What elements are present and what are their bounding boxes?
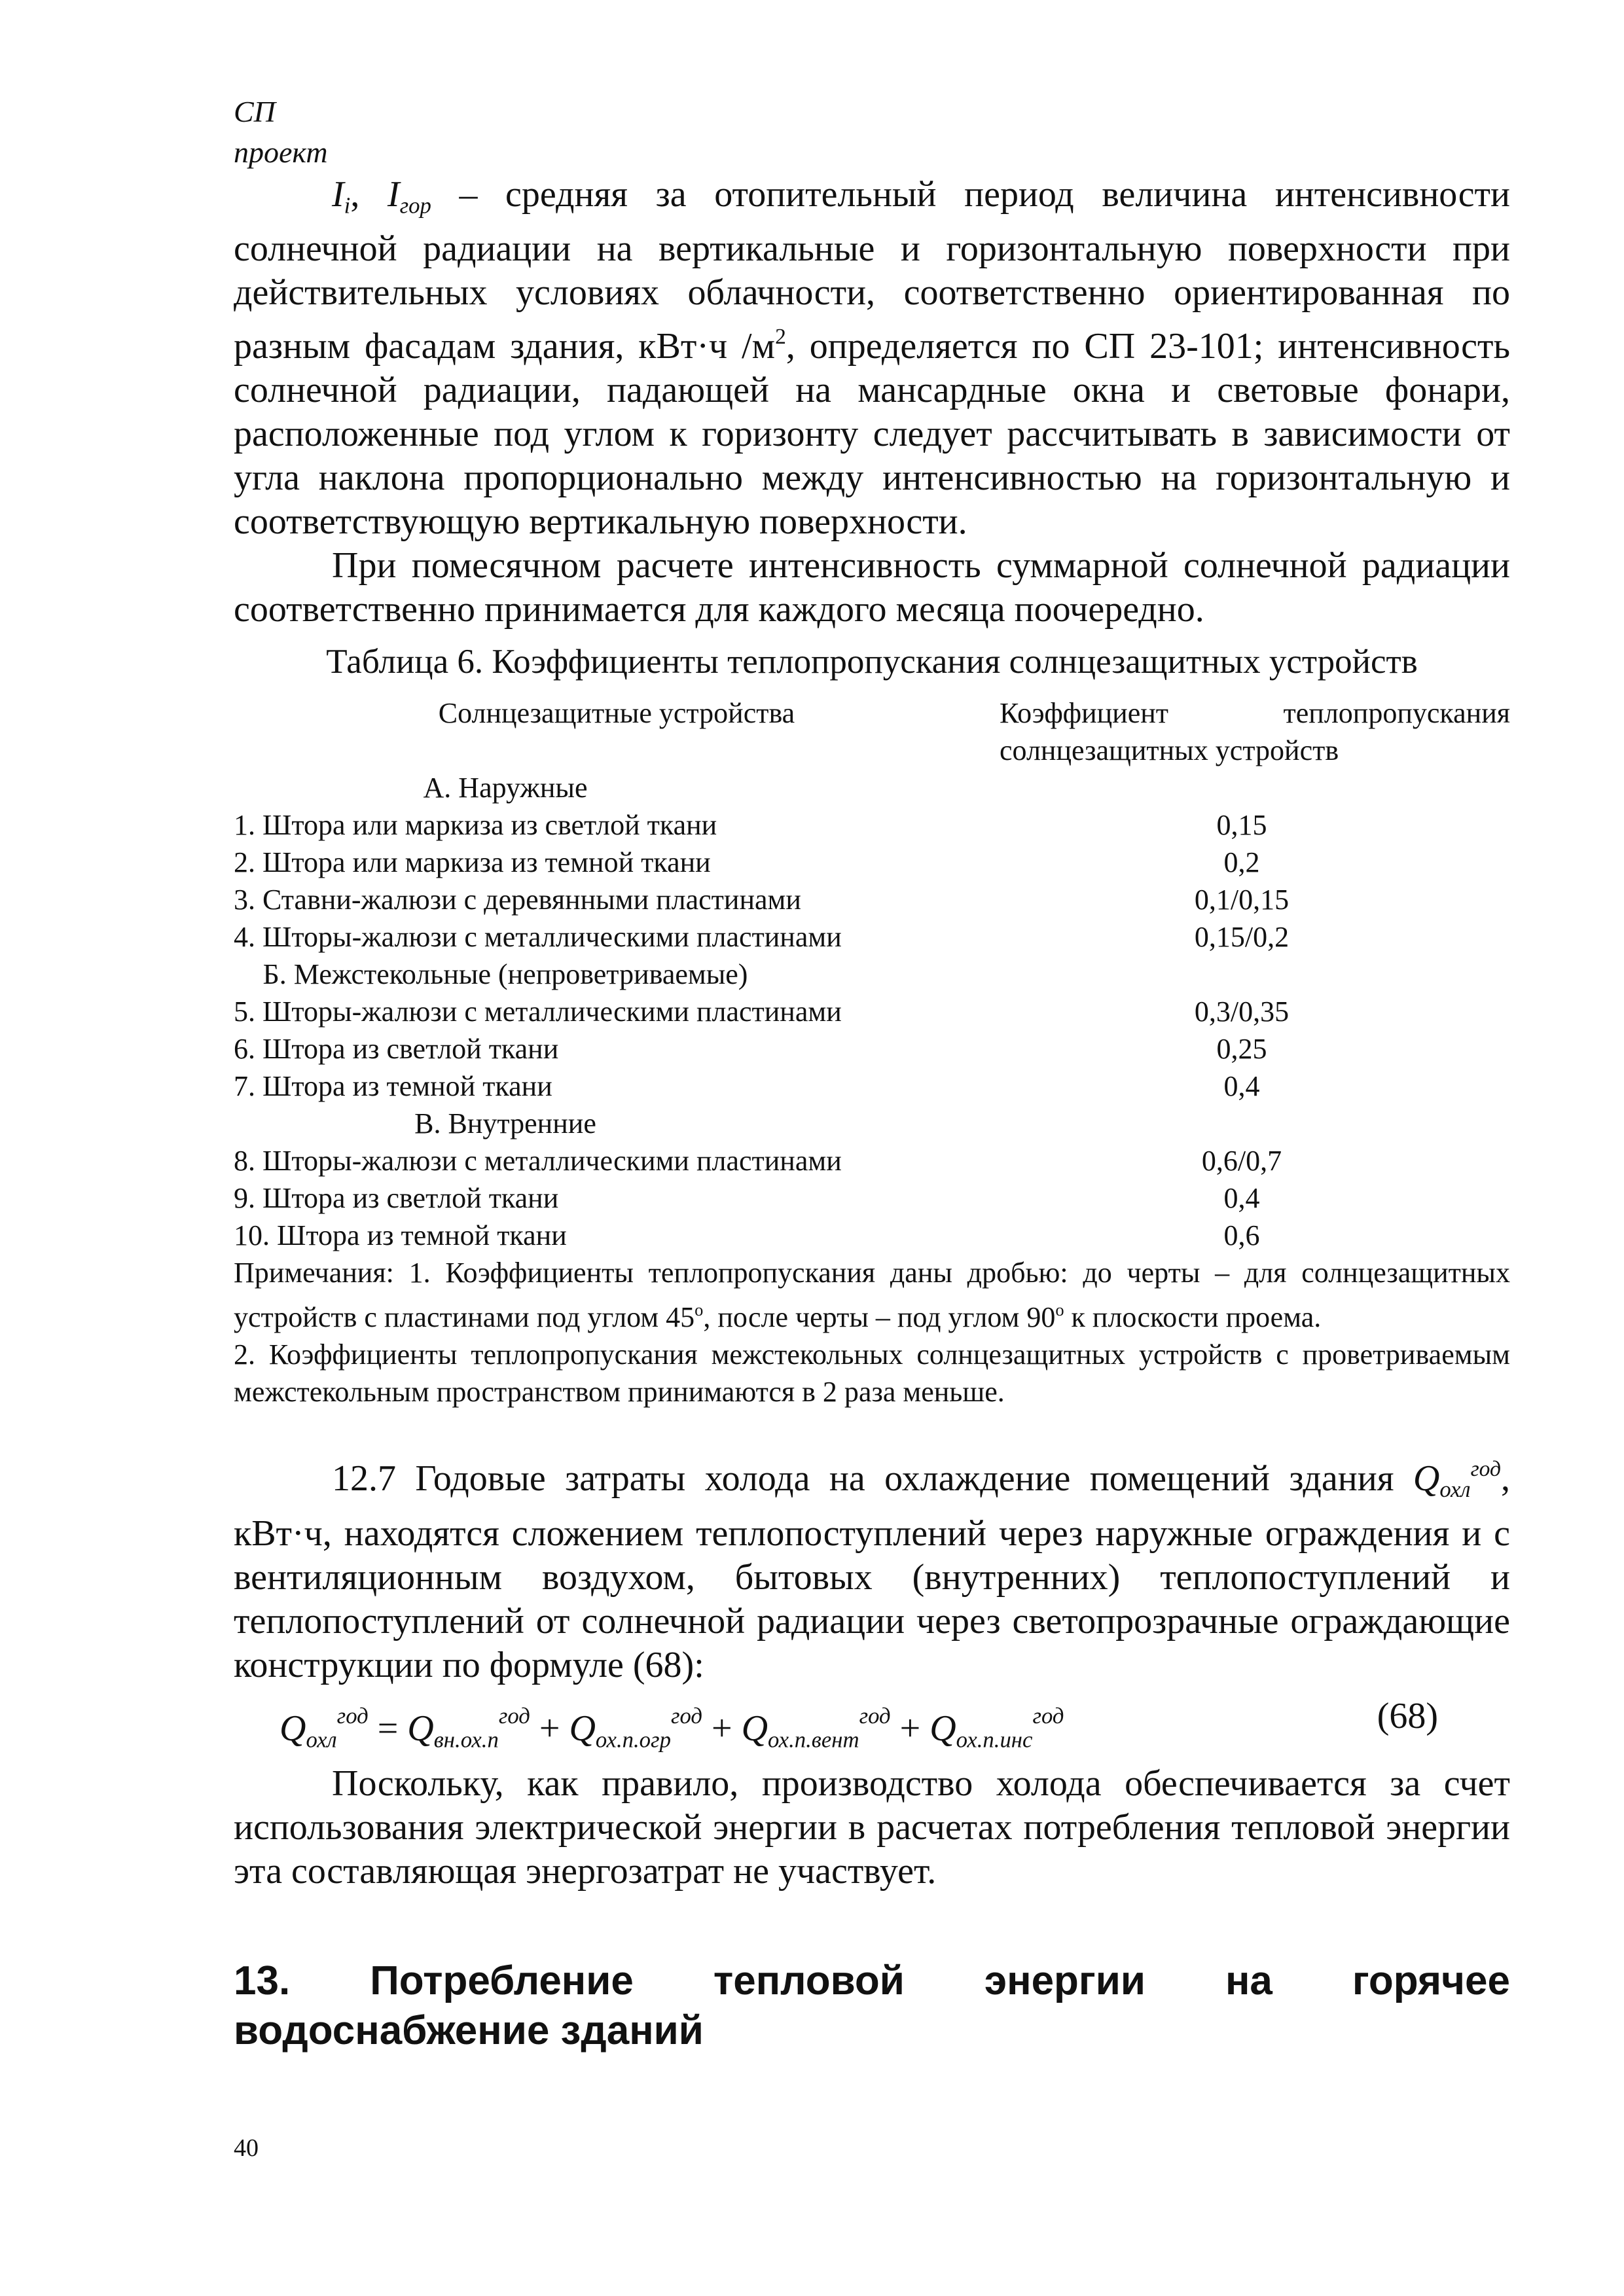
symbol-igor: I [387, 174, 400, 215]
coefficient-value-cell: 0,6/0,7 [1201, 1145, 1282, 1177]
formula-term-subscript: охл [306, 1727, 337, 1753]
cold-production-paragraph: Поскольку, как правило, производство холода обеспечивается за счет использования электрической энергии в расчетах потребления тепловой энергии эта составляющая энергозатрат не участвует. [234, 1763, 1510, 1892]
section-13-heading [234, 1956, 1510, 2056]
note1-text-c: к плоскости проема. [1064, 1301, 1322, 1334]
formula-term-symbol: Q [569, 1708, 596, 1749]
device-name-cell: 4. Шторы-жалюзи с металлическими пластинами [234, 921, 842, 954]
device-name-cell: 7. Штора из темной ткани [234, 1070, 552, 1103]
formula-term-symbol: Q [741, 1708, 768, 1749]
definition-text-a: – средняя за отопительный период величина интенсивности солнечной радиации на вертикальные и горизонтальную поверхности при действительных условиях облачности, соответственно ориентированная по разным фасадам здания, кВт·ч /м [234, 174, 1511, 367]
paragraph-12-7 [234, 1447, 1510, 1687]
section-13-heading-line2: водоснабжение зданий [234, 2007, 704, 2053]
definition-paragraph: $I_i$, $I_{гор}$ – средняя за отопительный период величина интенсивности солнечной радиации на вертикальные и горизонтальную поверхности при действительных условиях облачности, соответственно ориентированная по разным фасадам здания, кВт·ч $/м^2$, определяется по СП 23-101; интенсивность солнечной радиации, падающей на мансардные окна и световые фонари, расположенные под углом к горизонту следует рассчитывать в зависимости от угла наклона пропорционально между интенсивностью на горизонтальную и соответствующую вертикальную поверхности. [234, 174, 1511, 543]
monthly-paragraph: При помесячном расчете интенсивность суммарной солнечной радиации соответственно принимается для каждого месяца поочередно. [234, 545, 1510, 630]
device-name-cell: 1. Штора или маркиза из светлой ткани [234, 809, 717, 842]
formula-plus-sign: + [711, 1708, 732, 1749]
coefficient-value-cell: 0,15/0,2 [1194, 921, 1290, 954]
formula-plus-sign: + [899, 1708, 921, 1749]
note1-text-b: , после черты – под углом 90 [703, 1301, 1056, 1334]
formula-term-symbol: Q [407, 1708, 434, 1749]
section-13-heading-line1: 13. Потребление тепловой энергии на горячее [234, 1958, 1510, 2003]
coefficient-value-cell: 0,6 [1223, 1219, 1260, 1252]
device-name-cell: 8. Шторы-жалюзи с металлическими пластинами [234, 1145, 842, 1177]
table-row [234, 806, 1510, 844]
table-note-2: 2. Коэффициенты теплопропускания межстекольных солнцезащитных устройств с проветриваемым межстекольным пространством принимаются в 2 раза меньше. [234, 1338, 1510, 1408]
table-row [234, 881, 1510, 918]
note1-text-a: Примечания: 1. Коэффициенты теплопропускания даны дробью: до черты – для солнцезащитных устройств с пластинами под углом 45 [234, 1257, 1510, 1334]
coefficient-value-cell: 0,25 [1216, 1033, 1267, 1066]
header-status: проект [234, 135, 328, 169]
running-header [234, 92, 1510, 173]
table-row [234, 1142, 1510, 1179]
q-ohl-symbol: Q [1413, 1458, 1440, 1499]
device-name-cell: 6. Штора из светлой ткани [234, 1033, 559, 1066]
formula-term-superscript: год [859, 1702, 891, 1729]
table-group-empty-cell [1000, 769, 1510, 806]
device-name-cell: 10. Штора из темной ткани [234, 1219, 567, 1252]
table-group-row [234, 1105, 1510, 1142]
paragraph-12-7-text-a: 12.7 Годовые затраты холода на охлаждение помещений здания [332, 1458, 1413, 1499]
column-header-devices: Солнцезащитные устройства [438, 697, 795, 730]
table-row [234, 1030, 1510, 1067]
table-row [234, 1067, 1510, 1105]
formula-term-subscript: ох.п.огр [595, 1727, 671, 1753]
definition-superscript: 2 [775, 325, 786, 350]
formula-equals-sign: = [377, 1708, 399, 1749]
table-group-row [234, 769, 1510, 806]
table-row [234, 1217, 1510, 1254]
device-name-cell: 9. Штора из светлой ткани [234, 1182, 559, 1215]
table-group-title: А. Наружные [423, 772, 588, 804]
column-header-coefficient [1000, 694, 1510, 769]
table-group-title: Б. Межстекольные (непроветриваемые) [262, 958, 748, 991]
definition-text-b: , определяется по СП 23-101; интенсивность солнечной радиации, падающей на мансардные окна и световые фонари, расположенные под углом к горизонту следует рассчитывать в зависимости от угла наклона пропорционально между интенсивностью на горизонтальную и соответствующую вертикальную поверхности. [234, 326, 1510, 543]
table-row [234, 1179, 1510, 1217]
formula-term-symbol: Q [929, 1708, 956, 1749]
formula-term-symbol: Q [280, 1708, 306, 1749]
document-page [234, 92, 1510, 2056]
table-row [234, 844, 1510, 881]
coefficients-table [234, 694, 1510, 1254]
column-header-coefficient-line1: Коэффициент теплопропускания [1000, 697, 1510, 730]
q-ohl-superscript: год [1470, 1457, 1501, 1482]
table-note-1 [234, 1254, 1510, 1336]
table-caption: Таблица 6. Коэффициенты теплопропускания солнцезащитных устройств [326, 643, 1418, 681]
symbol-i-subscript: i [344, 192, 351, 219]
table-group-empty-cell [1000, 1105, 1510, 1142]
formula-term-superscript: год [498, 1702, 530, 1729]
formula-expression [280, 1690, 1064, 1766]
formula-plus-sign: + [539, 1708, 560, 1749]
formula-term-superscript: год [670, 1702, 702, 1729]
symbol-igor-subscript: гор [399, 192, 431, 219]
table-group-title: В. Внутренние [414, 1107, 596, 1140]
symbol-i: I [332, 174, 344, 215]
note1-degree-2: о [1055, 1300, 1064, 1320]
coefficient-value-cell: 0,4 [1223, 1070, 1260, 1103]
table-notes [234, 1254, 1510, 1410]
table-row [234, 918, 1510, 956]
device-name-cell: 5. Шторы-жалюзи с металлическими пластинами [234, 996, 842, 1028]
formula-term-superscript: год [336, 1702, 369, 1729]
q-ohl-subscript: охл [1439, 1477, 1471, 1503]
page-number: 40 [234, 2134, 259, 2162]
column-header-coefficient-line2: солнцезащитных устройств [1000, 734, 1339, 767]
coefficient-value-cell: 0,15 [1216, 809, 1267, 842]
formula-term-subscript: ох.п.вент [768, 1727, 859, 1753]
paragraph-12-7-text-b: , кВт·ч, находятся сложением теплопоступлений через наружные ограждения и с вентиляционным воздухом, бытовых (внутренних) теплопоступлений и теплопоступлений от солнечной радиации через светопрозрачные ограждающие конструкции по формуле (68): [234, 1458, 1510, 1685]
coefficient-value-cell: 0,1/0,15 [1194, 884, 1290, 916]
formula-term-subscript: ох.п.инс [956, 1727, 1033, 1753]
device-name-cell: 3. Ставни-жалюзи с деревянными пластинами [234, 884, 801, 916]
formula-term-subscript: вн.ох.п [433, 1727, 499, 1753]
table-group-empty-cell [1000, 956, 1510, 993]
header-code: СП [234, 95, 276, 128]
device-name-cell: 2. Штора или маркиза из темной ткани [234, 846, 711, 879]
coefficient-value-cell: 0,2 [1223, 846, 1260, 879]
formula-number: (68) [1377, 1695, 1438, 1736]
table-group-row [234, 956, 1510, 993]
coefficient-value-cell: 0,4 [1223, 1182, 1260, 1215]
formula-term-superscript: год [1032, 1702, 1064, 1729]
note1-degree-1: о [695, 1300, 704, 1320]
table-header-row [234, 694, 1510, 769]
formula-68 [234, 1690, 1510, 1753]
coefficient-value-cell: 0,3/0,35 [1194, 996, 1290, 1028]
table-row [234, 993, 1510, 1030]
